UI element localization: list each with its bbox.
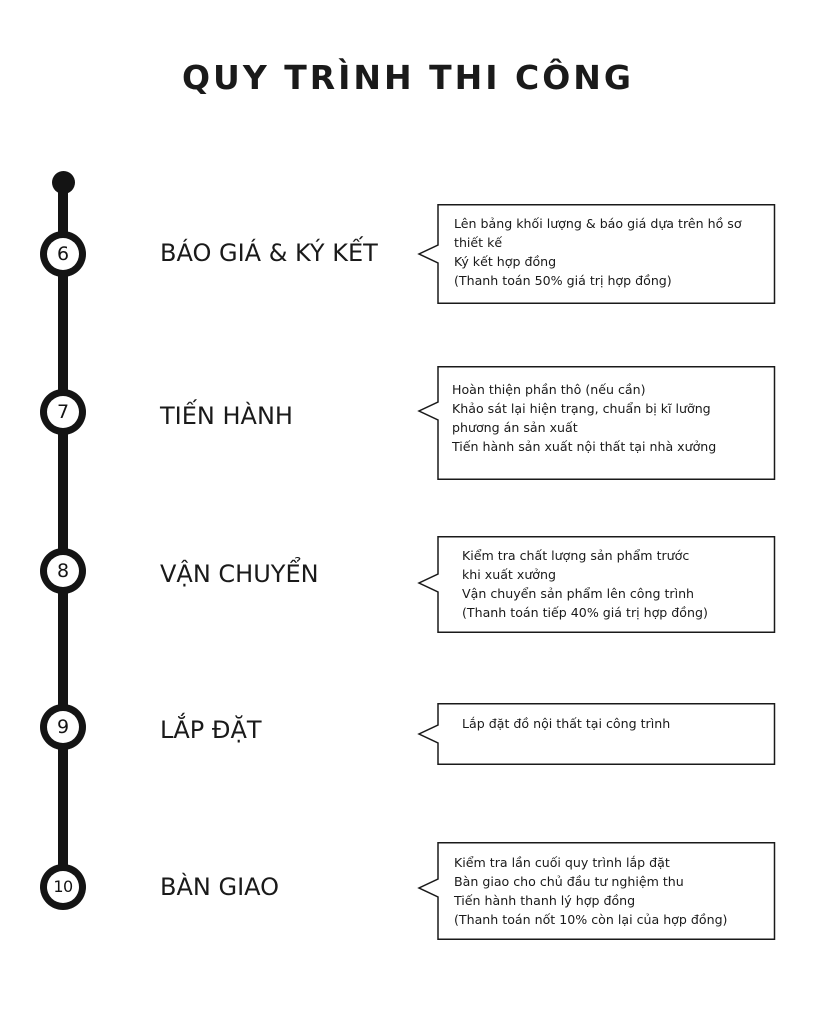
step-7-title: TIẾN HÀNH (160, 402, 293, 430)
step-7-marker (40, 389, 86, 435)
step-7-detail: Hoàn thiện phần thô (nếu cần) (452, 382, 646, 397)
step-7-number: 7 (47, 396, 79, 428)
step-6-number: 6 (47, 238, 79, 270)
step-10-detail: Bàn giao cho chủ đầu tư nghiệm thu (454, 874, 684, 889)
step-9-title: LẮP ĐẶT (160, 716, 262, 744)
step-8-details (462, 546, 782, 622)
step-8-detail: (Thanh toán tiếp 40% giá trị hợp đồng) (462, 605, 708, 620)
step-6-detail: Ký kết hợp đồng (454, 254, 557, 269)
step-8-callout (418, 536, 778, 633)
step-10-detail: (Thanh toán nốt 10% còn lại của hợp đồng) (454, 912, 728, 927)
step-7-detail: Khảo sát lại hiện trạng, chuẩn bị kĩ lưỡng (452, 401, 711, 416)
step-8-detail: Kiểm tra chất lượng sản phẩm trước (462, 548, 690, 563)
step-9-callout (418, 703, 778, 765)
step-6-detail: thiết kế (454, 235, 503, 250)
step-10-callout (418, 842, 778, 940)
step-6-detail: Lên bảng khối lượng & báo giá dựa trên hồ sơ (454, 216, 742, 231)
step-6-callout (418, 204, 778, 304)
step-6-details (454, 214, 774, 290)
step-8-detail: Vận chuyển sản phẩm lên công trình (462, 586, 695, 601)
step-7-details (452, 380, 772, 456)
page-title: QUY TRÌNH THI CÔNG (181, 58, 635, 97)
step-10-detail: Kiểm tra lần cuối quy trình lắp đặt (454, 855, 670, 870)
step-9-marker (40, 704, 86, 750)
step-8-marker (40, 548, 86, 594)
step-8-title: VẬN CHUYỂN (160, 560, 319, 588)
step-7-callout (418, 366, 778, 480)
step-10-title: BÀN GIAO (160, 873, 280, 901)
step-10-marker (40, 864, 86, 910)
step-6-title: BÁO GIÁ & KÝ KẾT (160, 239, 378, 267)
step-8-detail: khi xuất xưởng (462, 567, 556, 582)
timeline-start-dot (52, 171, 75, 194)
step-8-number: 8 (47, 555, 79, 587)
step-10-details (454, 853, 774, 929)
step-7-detail: Tiến hành sản xuất nội thất tại nhà xưởng (452, 439, 717, 454)
step-9-callout-frame (418, 703, 778, 765)
step-9-number: 9 (47, 711, 79, 743)
step-10-number: 10 (47, 871, 79, 903)
timeline-line (58, 184, 68, 888)
step-10-detail: Tiến hành thanh lý hợp đồng (454, 893, 636, 908)
step-9-detail: Lắp đặt đồ nội thất tại công trình (462, 716, 671, 731)
step-9-details (462, 714, 782, 733)
step-6-detail: (Thanh toán 50% giá trị hợp đồng) (454, 273, 672, 288)
step-6-marker (40, 231, 86, 277)
step-7-detail: phương án sản xuất (452, 420, 578, 435)
